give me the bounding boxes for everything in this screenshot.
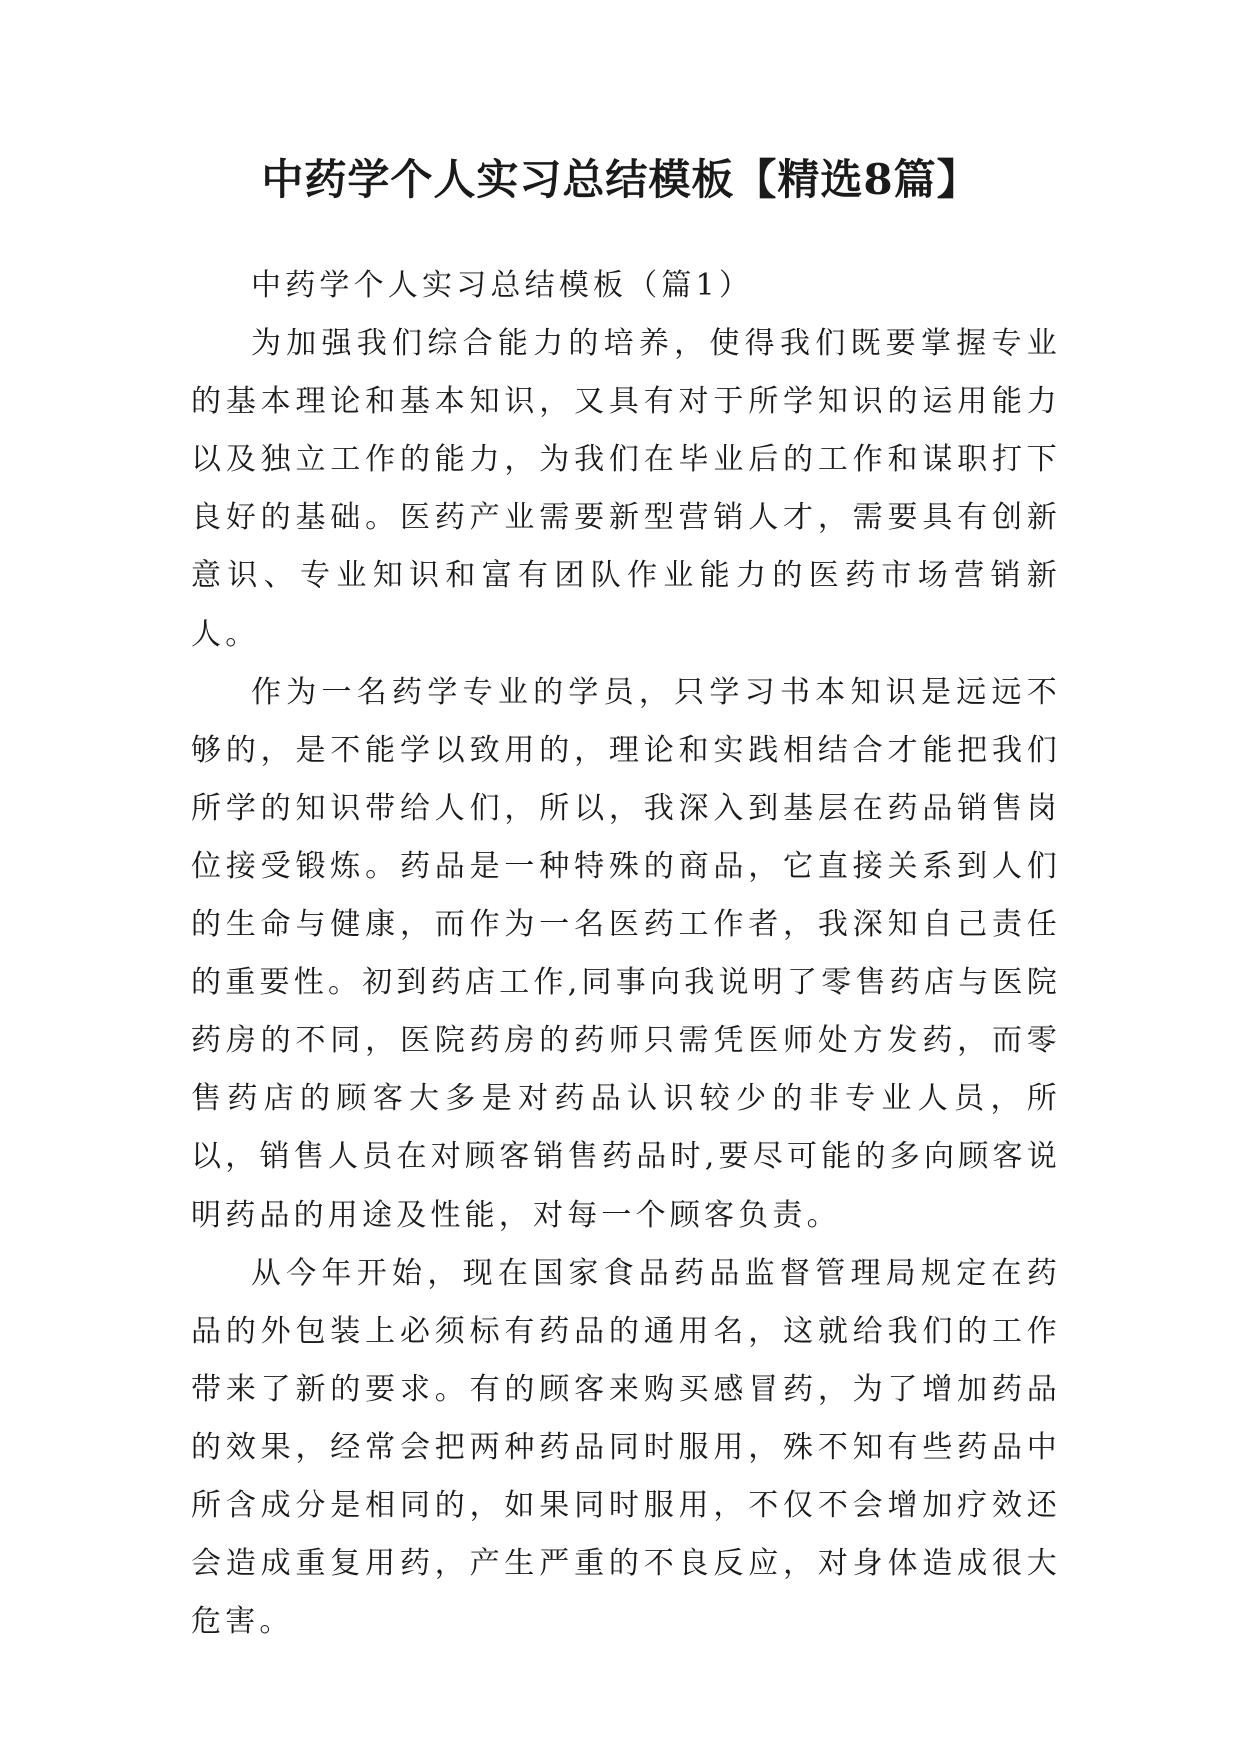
body-paragraph: 为加强我们综合能力的培养，使得我们既要掌握专业的基本理论和基本知识，又具有对于所学知识的运用能力以及独立工作的能力，为我们在毕业后的工作和谋职打下良好的基础。医药产业需要新型营销人才，需要具有创新意识、专业知识和富有团队作业能力的医药市场营销新人。: [191, 326, 1061, 652]
document-body: [191, 257, 1061, 1651]
body-paragraph: 从今年开始，现在国家食品药品监督管理局规定在药品的外包装上必须标有药品的通用名，这就给我们的工作带来了新的要求。有的顾客来购买感冒药，为了增加药品的效果，经常会把两种药品同时服用，殊不知有些药品中所含成分是相同的，如果同时服用，不仅不会增加疗效还会造成重复用药，产生严重的不良反应，对身体造成很大危害。: [191, 1255, 1061, 1640]
document-title: 中药学个人实习总结模板【精选8篇】: [261, 155, 980, 204]
section-heading: 中药学个人实习总结模板（篇1）: [251, 268, 754, 303]
body-paragraph: 作为一名药学专业的学员，只学习书本知识是远远不够的，是不能学以致用的，理论和实践相结合才能把我们所学的知识带给人们，所以，我深入到基层在药品销售岗位接受锻炼。药品是一种特殊的商品，它直接关系到人们的生命与健康，而作为一名医药工作者，我深知自己责任的重要性。初到药店工作,同事向我说明了零售药店与医院药房的不同，医院药房的药师只需凭医师处方发药，而零售药店的顾客大多是对药品认识较少的非专业人员，所以，销售人员在对顾客销售药品时,要尽可能的多向顾客说明药品的用途及性能，对每一个顾客负责。: [191, 674, 1061, 1233]
